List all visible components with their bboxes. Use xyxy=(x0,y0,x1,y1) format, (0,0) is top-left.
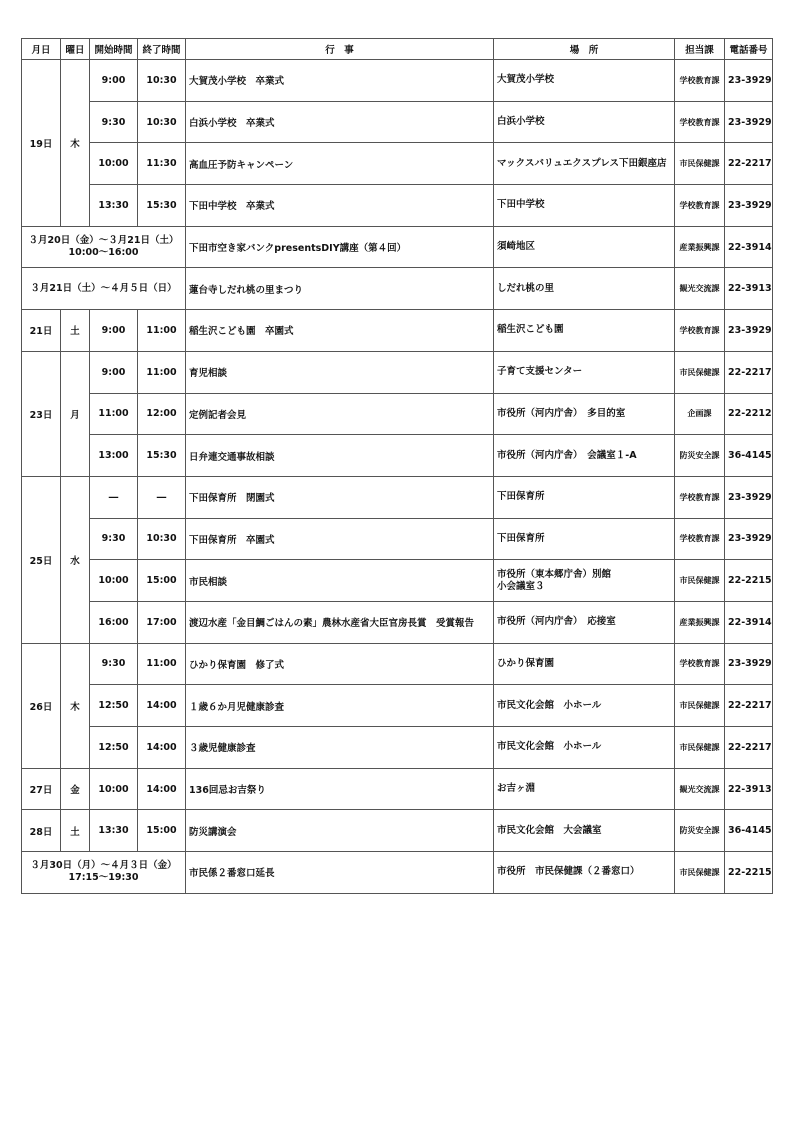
end-time-cell: 15:30 xyxy=(138,185,186,227)
weekday-cell: 木 xyxy=(61,643,90,768)
period-cell xyxy=(22,268,186,310)
header-start: 開始時間 xyxy=(90,39,138,60)
end-time-cell: 14:00 xyxy=(138,768,186,810)
place-line: しだれ桃の里 xyxy=(497,282,555,294)
end-time-cell: 15:00 xyxy=(138,810,186,852)
dept-cell: 市民保健課 xyxy=(675,560,725,602)
start-time-cell: 10:00 xyxy=(90,560,138,602)
start-time-cell: 9:30 xyxy=(90,643,138,685)
event-cell: １歳６か月児健康診査 xyxy=(186,685,494,727)
table-row xyxy=(22,268,773,310)
end-time-cell: 14:00 xyxy=(138,727,186,769)
end-time-cell: 11:00 xyxy=(138,351,186,393)
place-cell xyxy=(494,60,675,102)
table-row xyxy=(22,351,773,393)
period-cell xyxy=(22,852,186,894)
table-row xyxy=(22,310,773,352)
table-row xyxy=(22,185,773,227)
start-time-cell: 12:50 xyxy=(90,685,138,727)
end-time-cell: 15:00 xyxy=(138,560,186,602)
end-time-cell: ― xyxy=(138,476,186,518)
table-row xyxy=(22,727,773,769)
table-row xyxy=(22,226,773,268)
header-dept: 担当課 xyxy=(675,39,725,60)
dept-cell: 市民保健課 xyxy=(675,685,725,727)
table-row xyxy=(22,601,773,643)
place-cell xyxy=(494,393,675,435)
start-time-cell: 10:00 xyxy=(90,143,138,185)
place-line: 市民文化会館 小ホール xyxy=(497,741,602,753)
date-cell: 28日 xyxy=(22,810,61,852)
dept-cell: 学校教育課 xyxy=(675,101,725,143)
tel-cell: 22-3914 xyxy=(725,601,773,643)
place-cell xyxy=(494,185,675,227)
place-line: 下田保育所 xyxy=(497,491,545,503)
event-cell: 下田保育所 閉園式 xyxy=(186,476,494,518)
tel-cell: 23-3929 xyxy=(725,60,773,102)
tel-cell: 22-2212 xyxy=(725,393,773,435)
date-cell: 25日 xyxy=(22,476,61,643)
tel-cell: 22-3913 xyxy=(725,268,773,310)
end-time-cell: 12:00 xyxy=(138,393,186,435)
start-time-cell: ― xyxy=(90,476,138,518)
schedule-table xyxy=(21,38,773,894)
tel-cell: 22-2215 xyxy=(725,560,773,602)
start-time-cell: 9:30 xyxy=(90,101,138,143)
period-time-line: 17:15～19:30 xyxy=(68,872,139,884)
header-end: 終了時間 xyxy=(138,39,186,60)
dept-cell: 市民保健課 xyxy=(675,143,725,185)
event-cell: 市民係２番窓口延長 xyxy=(186,852,494,894)
table-row xyxy=(22,518,773,560)
place-line: 大賀茂小学校 xyxy=(497,74,555,86)
event-cell: 定例記者会見 xyxy=(186,393,494,435)
place-cell xyxy=(494,101,675,143)
place-cell xyxy=(494,435,675,477)
start-time-cell: 16:00 xyxy=(90,601,138,643)
place-cell xyxy=(494,518,675,560)
place-cell xyxy=(494,226,675,268)
dept-cell: 学校教育課 xyxy=(675,476,725,518)
event-cell: 蓮台寺しだれ桃の里まつり xyxy=(186,268,494,310)
event-cell: 市民相談 xyxy=(186,560,494,602)
place-line: 市役所（河内庁舎） 多目的室 xyxy=(497,407,626,419)
header-event: 行 事 xyxy=(186,39,494,60)
dept-cell: 学校教育課 xyxy=(675,310,725,352)
event-cell: 日弁連交通事故相談 xyxy=(186,435,494,477)
weekday-cell: 水 xyxy=(61,476,90,643)
table-row xyxy=(22,435,773,477)
tel-cell: 23-3929 xyxy=(725,643,773,685)
tel-cell: 22-3914 xyxy=(725,226,773,268)
place-line: 市役所（河内庁舎） 会議室１-A xyxy=(497,449,637,461)
tel-cell: 22-2217 xyxy=(725,143,773,185)
start-time-cell: 9:00 xyxy=(90,351,138,393)
dept-cell: 学校教育課 xyxy=(675,643,725,685)
dept-cell: 防災安全課 xyxy=(675,810,725,852)
table-row xyxy=(22,476,773,518)
weekday-cell: 月 xyxy=(61,351,90,476)
place-cell xyxy=(494,643,675,685)
date-cell: 21日 xyxy=(22,310,61,352)
tel-cell: 23-3929 xyxy=(725,101,773,143)
table-row xyxy=(22,852,773,894)
event-cell: 大賀茂小学校 卒業式 xyxy=(186,60,494,102)
place-cell xyxy=(494,768,675,810)
table-row xyxy=(22,685,773,727)
event-cell: 136回忌お吉祭り xyxy=(186,768,494,810)
dept-cell: 市民保健課 xyxy=(675,727,725,769)
start-time-cell: 13:00 xyxy=(90,435,138,477)
place-line: 子育て支援センター xyxy=(497,366,583,378)
event-cell: 防災講演会 xyxy=(186,810,494,852)
dept-cell: 市民保健課 xyxy=(675,351,725,393)
place-line: 市役所（東本郷庁舎）別館 xyxy=(497,568,612,580)
place-line: 下田保育所 xyxy=(497,532,545,544)
end-time-cell: 10:30 xyxy=(138,101,186,143)
start-time-cell: 9:30 xyxy=(90,518,138,560)
date-cell: 26日 xyxy=(22,643,61,768)
table-row xyxy=(22,60,773,102)
dept-cell: 産業振興課 xyxy=(675,226,725,268)
header-row xyxy=(22,39,773,60)
table-row xyxy=(22,810,773,852)
event-cell: 稲生沢こども園 卒園式 xyxy=(186,310,494,352)
date-cell: 19日 xyxy=(22,60,61,227)
place-cell xyxy=(494,310,675,352)
place-line: 市民文化会館 大会議室 xyxy=(497,824,602,836)
event-cell: 渡辺水産「金目鯛ごはんの素」農林水産省大臣官房長賞 受賞報告 xyxy=(186,601,494,643)
place-line: 白浜小学校 xyxy=(497,116,545,128)
place-cell xyxy=(494,476,675,518)
place-line: お吉ヶ淵 xyxy=(497,783,536,795)
place-line: 市役所（河内庁舎） 応接室 xyxy=(497,616,616,628)
header-weekday: 曜日 xyxy=(61,39,90,60)
place-cell xyxy=(494,143,675,185)
tel-cell: 36-4145 xyxy=(725,810,773,852)
period-line: ３月20日（金）～３月21日（土） xyxy=(28,235,179,247)
tel-cell: 22-2217 xyxy=(725,727,773,769)
place-line: 市役所 市民保健課（２番窓口） xyxy=(497,866,640,878)
place-cell xyxy=(494,810,675,852)
period-cell xyxy=(22,226,186,268)
dept-cell: 産業振興課 xyxy=(675,601,725,643)
header-tel: 電話番号 xyxy=(725,39,773,60)
place-cell xyxy=(494,852,675,894)
date-cell: 27日 xyxy=(22,768,61,810)
header-date: 月日 xyxy=(22,39,61,60)
end-time-cell: 11:30 xyxy=(138,143,186,185)
start-time-cell: 9:00 xyxy=(90,310,138,352)
period-line: ３月30日（月）～４月３日（金） xyxy=(30,860,177,872)
event-cell: ひかり保育園 修了式 xyxy=(186,643,494,685)
end-time-cell: 11:00 xyxy=(138,643,186,685)
place-line: ひかり保育園 xyxy=(497,657,555,669)
tel-cell: 22-2217 xyxy=(725,351,773,393)
place-line: 小会議室３ xyxy=(497,580,545,592)
end-time-cell: 15:30 xyxy=(138,435,186,477)
event-cell: ３歳児健康診査 xyxy=(186,727,494,769)
table-row xyxy=(22,393,773,435)
event-cell: 下田保育所 卒園式 xyxy=(186,518,494,560)
dept-cell: 企画課 xyxy=(675,393,725,435)
place-cell xyxy=(494,351,675,393)
dept-cell: 学校教育課 xyxy=(675,60,725,102)
dept-cell: 観光交流課 xyxy=(675,768,725,810)
place-line: 須崎地区 xyxy=(497,241,536,253)
dept-cell: 市民保健課 xyxy=(675,852,725,894)
dept-cell: 観光交流課 xyxy=(675,268,725,310)
table-row xyxy=(22,768,773,810)
table-row xyxy=(22,643,773,685)
place-line: 下田中学校 xyxy=(497,199,545,211)
event-cell: 下田中学校 卒業式 xyxy=(186,185,494,227)
end-time-cell: 11:00 xyxy=(138,310,186,352)
place-line: 稲生沢こども園 xyxy=(497,324,564,336)
weekday-cell: 土 xyxy=(61,310,90,352)
weekday-cell: 金 xyxy=(61,768,90,810)
end-time-cell: 10:30 xyxy=(138,518,186,560)
dept-cell: 学校教育課 xyxy=(675,518,725,560)
place-cell xyxy=(494,268,675,310)
end-time-cell: 14:00 xyxy=(138,685,186,727)
start-time-cell: 12:50 xyxy=(90,727,138,769)
place-cell xyxy=(494,685,675,727)
event-cell: 下田市空き家バンクpresentsDIY講座（第４回） xyxy=(186,226,494,268)
weekday-cell: 土 xyxy=(61,810,90,852)
start-time-cell: 13:30 xyxy=(90,810,138,852)
event-cell: 高血圧予防キャンペーン xyxy=(186,143,494,185)
dept-cell: 学校教育課 xyxy=(675,185,725,227)
start-time-cell: 13:30 xyxy=(90,185,138,227)
place-cell xyxy=(494,560,675,602)
tel-cell: 22-2217 xyxy=(725,685,773,727)
tel-cell: 22-2215 xyxy=(725,852,773,894)
header-place: 場 所 xyxy=(494,39,675,60)
place-cell xyxy=(494,727,675,769)
table-row xyxy=(22,560,773,602)
start-time-cell: 10:00 xyxy=(90,768,138,810)
tel-cell: 23-3929 xyxy=(725,185,773,227)
weekday-cell: 木 xyxy=(61,60,90,227)
place-cell xyxy=(494,601,675,643)
start-time-cell: 11:00 xyxy=(90,393,138,435)
table-row xyxy=(22,143,773,185)
tel-cell: 23-3929 xyxy=(725,518,773,560)
period-line: ３月21日（土）～４月５日（日） xyxy=(30,282,177,294)
dept-cell: 防災安全課 xyxy=(675,435,725,477)
end-time-cell: 10:30 xyxy=(138,60,186,102)
place-line: 市民文化会館 小ホール xyxy=(497,699,602,711)
place-line: マックスバリュエクスプレス下田銀座店 xyxy=(497,157,667,169)
table-row xyxy=(22,101,773,143)
event-cell: 育児相談 xyxy=(186,351,494,393)
tel-cell: 36-4145 xyxy=(725,435,773,477)
tel-cell: 22-3913 xyxy=(725,768,773,810)
event-cell: 白浜小学校 卒業式 xyxy=(186,101,494,143)
period-time-line: 10:00～16:00 xyxy=(68,247,139,259)
start-time-cell: 9:00 xyxy=(90,60,138,102)
tel-cell: 23-3929 xyxy=(725,476,773,518)
end-time-cell: 17:00 xyxy=(138,601,186,643)
date-cell: 23日 xyxy=(22,351,61,476)
tel-cell: 23-3929 xyxy=(725,310,773,352)
